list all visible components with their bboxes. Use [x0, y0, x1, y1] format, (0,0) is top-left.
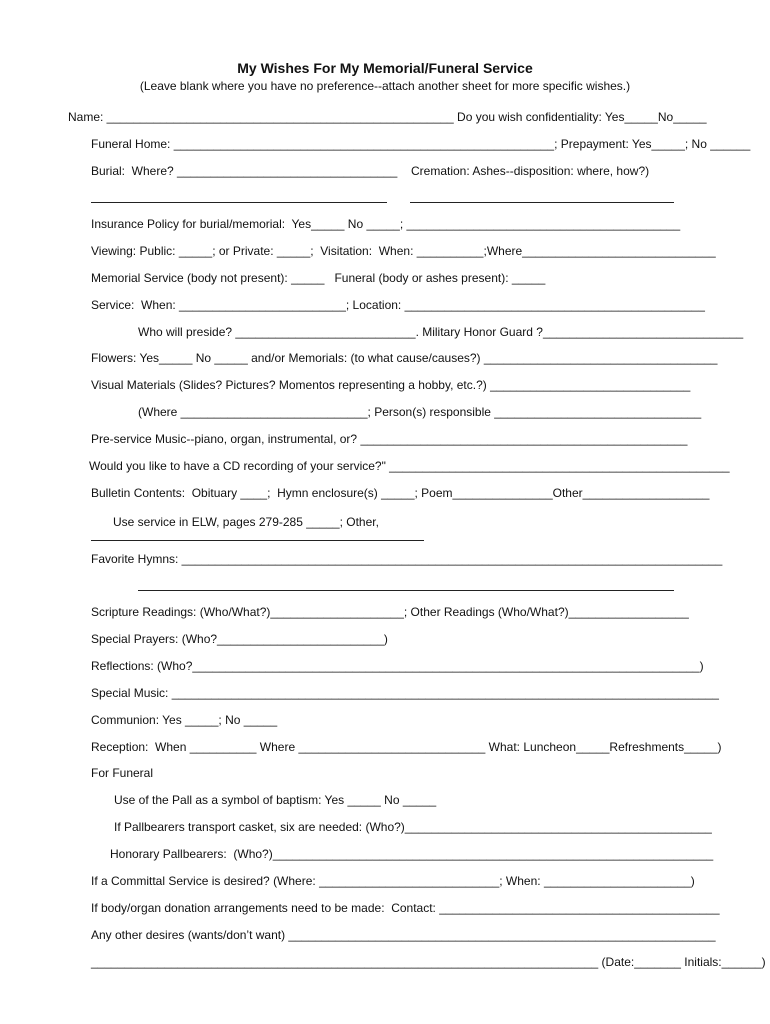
service-row[interactable]: Service: When: _________________________; Location: _____________________________________________ — [91, 298, 705, 312]
hymns-extra-line[interactable] — [138, 590, 674, 591]
flowers-row[interactable]: Flowers: Yes_____ No _____ and/or Memorials: (to what cause/causes?) ___________________________________ — [91, 351, 718, 365]
special-music-row[interactable]: Special Music: __________________________________________________________________________________ — [91, 686, 719, 700]
elw-other-line[interactable] — [91, 540, 424, 541]
insurance-row[interactable]: Insurance Policy for burial/memorial: Yes_____ No _____; _________________________________________ — [91, 217, 681, 231]
funeral-home-row[interactable]: Funeral Home: _________________________________________________________; Prepayment: Yes_____; No ______ — [91, 137, 751, 151]
prayers-row[interactable]: Special Prayers: (Who?_________________________) — [91, 632, 388, 646]
committal-row[interactable]: If a Committal Service is desired? (Where: ___________________________; When: ______________________) — [91, 874, 695, 888]
scripture-row[interactable]: Scripture Readings: (Who/What?)____________________; Other Readings (Who/What?)__________________ — [91, 605, 689, 619]
communion-row[interactable]: Communion: Yes _____; No _____ — [91, 713, 278, 727]
signature-row[interactable]: ____________________________________________________________________________ (Date:_______ Initials:______) — [91, 955, 766, 969]
viewing-row[interactable]: Viewing: Public: _____; or Private: _____; Visitation: When: __________;Where_____________________________ — [91, 244, 716, 258]
name-row[interactable]: Name: ____________________________________________________ Do you wish confidentiality: Yes_____No_____ — [68, 110, 707, 124]
preservice-music-row[interactable]: Pre-service Music--piano, organ, instrumental, or? _________________________________________________ — [91, 432, 688, 446]
memorial-row[interactable]: Memorial Service (body not present): _____ Funeral (body or ashes present): _____ — [91, 271, 546, 285]
reception-row[interactable]: Reception: When __________ Where ____________________________ What: Luncheon_____Refreshments_____) — [91, 740, 722, 754]
cremation-label: Cremation: Ashes--disposition: where, how?) — [411, 164, 650, 178]
visual-materials-row[interactable]: Visual Materials (Slides? Pictures? Momentos representing a hobby, etc.?) ______________________________ — [91, 378, 691, 392]
page-subtitle: (Leave blank where you have no preference--attach another sheet for more specific wishes.) — [139, 79, 631, 93]
honorary-pallbearers-row[interactable]: Honorary Pallbearers: (Who?)__________________________________________________________________ — [110, 847, 714, 861]
burial-extra-line[interactable] — [91, 202, 387, 203]
burial-row[interactable]: Burial: Where? _________________________________ — [91, 164, 398, 178]
cd-recording-row[interactable]: Would you like to have a CD recording of your service?" ___________________________________________________ — [89, 459, 730, 473]
bulletin-row[interactable]: Bulletin Contents: Obituary ____; Hymn enclosure(s) _____; Poem_______________Other___________________ — [91, 486, 710, 500]
for-funeral-heading: For Funeral — [91, 766, 154, 780]
page-title: My Wishes For My Memorial/Funeral Service — [237, 60, 533, 76]
pallbearers-row[interactable]: If Pallbearers transport casket, six are needed: (Who?)______________________________________________ — [114, 820, 712, 834]
pall-row[interactable]: Use of the Pall as a symbol of baptism: Yes _____ No _____ — [114, 793, 437, 807]
where-person-row[interactable]: (Where ____________________________; Person(s) responsible _______________________________ — [138, 405, 702, 419]
cremation-line[interactable] — [410, 202, 674, 203]
preside-row[interactable]: Who will preside? ___________________________. Military Honor Guard ?______________________________ — [138, 325, 744, 339]
other-desires-row[interactable]: Any other desires (wants/don’t want) ________________________________________________________________ — [91, 928, 716, 942]
hymns-row[interactable]: Favorite Hymns: _________________________________________________________________________________ — [91, 552, 723, 566]
reflections-row[interactable]: Reflections: (Who?____________________________________________________________________________) — [91, 659, 704, 673]
elw-row[interactable]: Use service in ELW, pages 279-285 _____; Other, — [113, 515, 379, 529]
donation-row[interactable]: If body/organ donation arrangements need to be made: Contact: __________________________________________ — [91, 901, 720, 915]
